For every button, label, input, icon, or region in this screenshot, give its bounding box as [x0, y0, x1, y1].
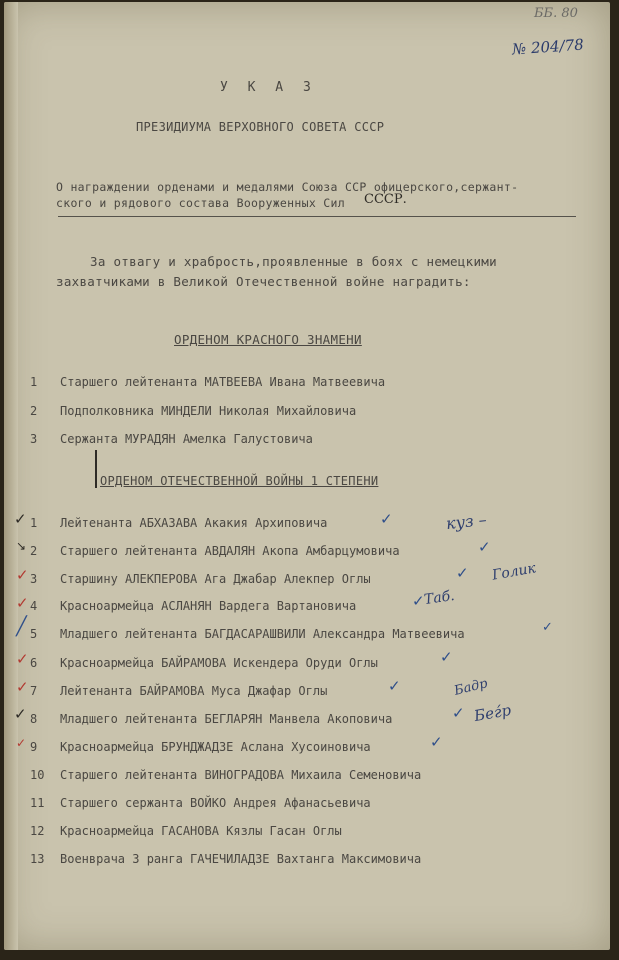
decree-subtitle: ПРЕЗИДИУМА ВЕРХОВНОГО СОВЕТА СССР	[136, 120, 385, 134]
document-page	[4, 2, 610, 950]
list-item-number: 1	[30, 516, 38, 530]
list-item-number: 6	[30, 656, 38, 670]
paper-edge-shadow	[4, 2, 18, 950]
list-item-number: 11	[30, 796, 45, 810]
check-icon: ✓	[380, 510, 393, 528]
check-icon: ✓	[478, 538, 491, 556]
list-item-name: Старшего сержанта ВОЙКО Андрея Афанасьевича	[60, 796, 371, 810]
check-icon: ✓	[452, 704, 465, 722]
list-item-name: Красноармейца БАЙРАМОВА Искендера Оруди Оглы	[60, 656, 378, 670]
margin-check-icon: ✓	[16, 736, 27, 750]
check-icon: ✓	[412, 592, 425, 610]
list-item-number: 1	[30, 375, 38, 389]
handwritten-note: Таб.	[423, 587, 456, 609]
list-item-name: Военврача 3 ранга ГАЧЕЧИЛАДЗЕ Вахтанга Максимовича	[60, 852, 422, 866]
handwritten-note: Голик	[490, 560, 538, 584]
check-icon: ✓	[542, 620, 553, 635]
margin-check-icon: ✓	[14, 705, 27, 723]
check-icon: ✓	[456, 564, 469, 582]
subject-line-1: О награждении орденами и медалями Союза ССР офицерского,сержант-	[56, 180, 519, 194]
list-item-name: Младшего лейтенанта БЕГЛАРЯН Манвела Акоповича	[60, 712, 393, 726]
list-item-number: 8	[30, 712, 38, 726]
list-item-number: 4	[30, 599, 38, 613]
margin-slash-icon: ╱	[16, 616, 27, 637]
list-item-number: 9	[30, 740, 38, 754]
margin-check-icon: ✓	[14, 510, 27, 528]
margin-check-icon: ✓	[16, 678, 29, 696]
list-item-number: 5	[30, 627, 38, 641]
list-item-name: Лейтенанта АБХАЗАВА Акакия Архиповича	[60, 516, 328, 530]
list-item-name: Старшину АЛЕКПЕРОВА Ага Джабар Алекпер Оглы	[60, 572, 371, 586]
list-item-name: Старшего лейтенанта МАТВЕЕВА Ивана Матвеевича	[60, 375, 386, 389]
list-item-number: 3	[30, 572, 38, 586]
list-item-number: 12	[30, 824, 45, 838]
list-item-name: Лейтенанта БАЙРАМОВА Муса Джафар Оглы	[60, 684, 328, 698]
list-item-number: 10	[30, 768, 45, 782]
list-item-name: Красноармейца БРУНДЖАДЗЕ Аслана Хусоиновича	[60, 740, 371, 754]
list-item-name: Старшего лейтенанта ВИНОГРАДОВА Михаила Семеновича	[60, 768, 422, 782]
archive-pencil-mark: ББ. 80	[534, 6, 578, 21]
list-item-name: Старшего лейтенанта АВДАЛЯН Акопа Амбарцумовича	[60, 544, 400, 558]
intro-line-2: захватчиками в Великой Отечественной войне наградить:	[56, 274, 471, 289]
pencil-margin-bar	[95, 450, 97, 488]
header-divider	[58, 216, 576, 217]
decree-title: У К А З	[220, 80, 317, 95]
list-item-name: Сержанта МУРАДЯН Амелка Галустовича	[60, 432, 313, 446]
subject-line-2: ского и рядового состава Вооруженных Сил	[56, 196, 345, 210]
list-item-number: 2	[30, 404, 38, 418]
intro-line-1: За отвагу и храбрость,проявленные в боях с немецкими	[90, 254, 497, 269]
list-item-number: 2	[30, 544, 38, 558]
list-item-name: Красноармейца АСЛАНЯН Вардега Вартановича	[60, 599, 357, 613]
check-icon: ✓	[430, 733, 443, 751]
margin-check-icon: ✓	[16, 566, 29, 584]
document-number: № 204/78	[511, 35, 585, 59]
check-icon: ✓	[388, 677, 401, 695]
handwritten-note: Беѓр	[472, 700, 513, 726]
margin-check-icon: ✓	[16, 594, 29, 612]
section-heading-patriotic-war: ОРДЕНОМ ОТЕЧЕСТВЕННОЙ ВОЙНЫ 1 СТЕПЕНИ	[100, 474, 379, 488]
handwritten-note: Бадр	[452, 676, 490, 699]
subject-handwritten-ussr: СССР.	[364, 192, 407, 207]
section-heading-red-banner: ОРДЕНОМ КРАСНОГО ЗНАМЕНИ	[174, 332, 362, 347]
margin-check-icon: ✓	[16, 650, 29, 668]
handwritten-note: куз –	[445, 509, 488, 534]
margin-check-icon: ↘	[16, 539, 27, 553]
list-item-number: 7	[30, 684, 38, 698]
check-icon: ✓	[440, 648, 453, 666]
list-item-number: 13	[30, 852, 45, 866]
list-item-name: Младшего лейтенанта БАГДАСАРАШВИЛИ Александра Матвеевича	[60, 627, 465, 641]
list-item-name: Красноармейца ГАСАНОВА Кязлы Гасан Оглы	[60, 824, 342, 838]
list-item-name: Подполковника МИНДЕЛИ Николая Михайловича	[60, 404, 357, 418]
list-item-number: 3	[30, 432, 38, 446]
